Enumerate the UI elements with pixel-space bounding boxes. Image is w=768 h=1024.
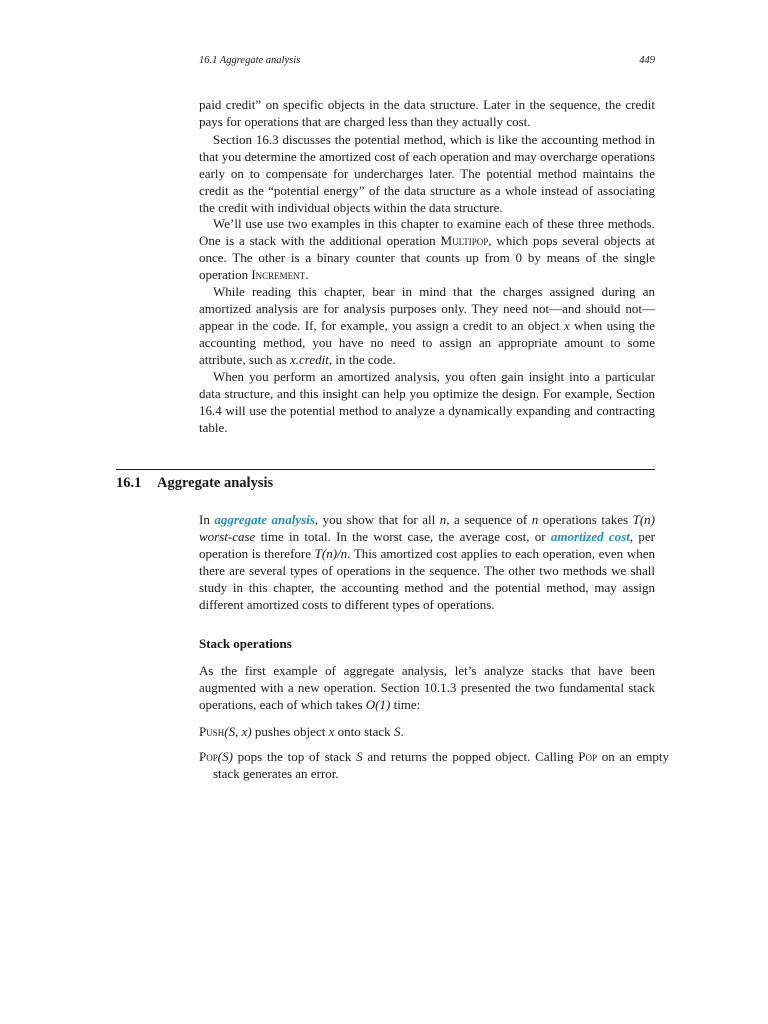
page-number: 449 (639, 55, 655, 66)
pop-description (199, 748, 669, 782)
intro-paragraph-2: Section 16.3 discusses the potential method, which is like the accounting method in that you determine the amortized cost of each operation and may overcharge operations early on to compensate for undercharges later. The potential method maintains the credit as the “potential energy” of the data structure as a whole instead of associating the credit with individual objects within the data structure. (199, 132, 655, 215)
text: , in the code. (328, 352, 396, 367)
math-tn-over-n: T(n)/n (314, 546, 348, 561)
text: pushes object (251, 724, 329, 739)
running-header (199, 55, 655, 69)
defined-term-aggregate-analysis: aggregate analysis (214, 512, 315, 527)
math-x: x (328, 724, 335, 739)
math-s: S (393, 724, 401, 739)
text: , which pops several objects at once. The other is a binary counter that counts up from 0 by means of the single operation (199, 233, 655, 282)
math-x: x (564, 318, 570, 333)
push-description (199, 723, 655, 740)
text: , a sequence of (446, 512, 532, 527)
increment-operation: Increment (251, 267, 306, 282)
text: time: (390, 697, 421, 712)
defined-term-amortized-cost: amortized cost (550, 529, 630, 544)
text: on an empty stack generates an error. (213, 749, 670, 781)
text: . This amortized cost applies to each operation, even when there are several types of operations in the sequence. The other two methods we shall study in this chapter, the accounting method and the potential method, may assign different amortized costs to different types of operations. (199, 546, 655, 612)
text: onto stack (334, 724, 394, 739)
stack-paragraph (199, 662, 655, 713)
intro-paragraph-1: paid credit” on specific objects in the data structure. Later in the sequence, the credit pays for operations that are charged less than they actually cost. (199, 97, 655, 129)
intro-paragraph-5: When you perform an amortized analysis, you often gain insight into a particular data structure, and this insight can help you optimize the design. For example, Section 16.4 will use the potential method to analyze a dynamically expanding and contracting table. (199, 369, 655, 435)
text: , per operation is therefore (199, 529, 655, 561)
text: when using the accounting method, you have no need to assign an appropriate amount to some attribute, such as (199, 318, 656, 367)
intro-paragraph-4 (199, 283, 655, 368)
multipop-operation: Multipop (440, 233, 489, 248)
section-heading (116, 473, 273, 493)
math-o1: O(1) (365, 697, 391, 712)
section-number: 16.1 (116, 475, 142, 491)
text: operations takes (538, 512, 633, 527)
math-tn: T(n) (632, 512, 655, 527)
pop-arguments: (S) (217, 749, 233, 764)
push-operation: Push (199, 724, 225, 739)
text: As the first example of aggregate analysis, let’s analyze stacks that have been augmented with a new operation. Section 10.1.3 presented the two fundamental stack operations, each of which takes (199, 663, 655, 712)
text: . (400, 724, 404, 739)
math-n: n (439, 512, 447, 527)
subsection-heading: Stack operations (199, 636, 292, 651)
running-header-section: 16.1 Aggregate analysis (199, 55, 301, 66)
math-s: S (356, 749, 363, 764)
math-attribute: x.credit (289, 352, 329, 367)
text: pops the top of stack (232, 749, 357, 764)
aggregate-paragraph (199, 511, 655, 613)
pop-operation: Pop (578, 749, 597, 764)
intro-paragraph-3 (199, 215, 655, 283)
text: , you show that for all (314, 512, 440, 527)
section-title: Aggregate analysis (157, 475, 274, 491)
section-rule (116, 469, 655, 470)
emphasis-worst-case: worst-case (199, 529, 256, 544)
push-arguments: (S, x) (224, 724, 252, 739)
math-n: n (531, 512, 539, 527)
text: . (305, 267, 309, 282)
text: While reading this chapter, bear in mind that the charges assigned during an amortized analysis are for analysis purposes only. They need not—and should not—appear in the code. If, for example, you assign a credit to an object (199, 284, 655, 333)
text: We’ll use use two examples in this chapter to examine each of these three methods. One is a stack with the additional operation (199, 216, 655, 248)
text: In (199, 512, 215, 527)
pop-operation: Pop (199, 749, 218, 764)
text: and returns the popped object. Calling (362, 749, 579, 764)
text: time in total. In the worst case, the average cost, or (255, 529, 551, 544)
